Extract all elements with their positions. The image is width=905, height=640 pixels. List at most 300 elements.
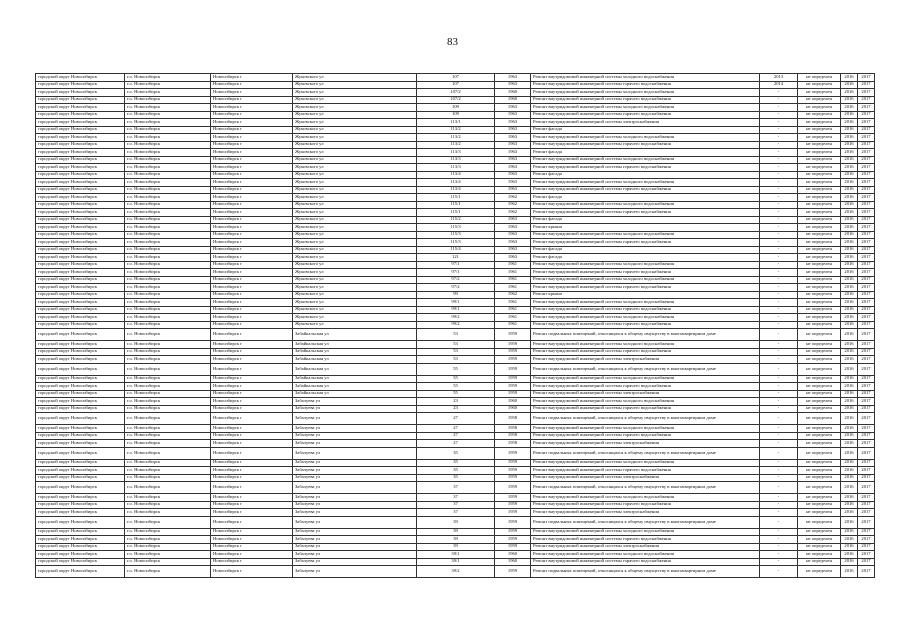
cost-cell: - xyxy=(760,383,798,391)
year-to-cell: 2017 xyxy=(858,239,875,247)
municipality-cell: городской округ Новосибирск xyxy=(36,482,125,494)
year-to-cell: 2017 xyxy=(858,440,875,448)
locality-cell: Новосибирск г xyxy=(211,482,293,494)
deadline-cell: не определен xyxy=(798,509,841,517)
year-from-cell: 2016 xyxy=(841,89,858,97)
locality-cell: Новосибирск г xyxy=(211,246,293,254)
deadline-cell: не определен xyxy=(798,194,841,202)
city-cell: г.о. Новосибирск xyxy=(125,474,211,482)
municipality-cell: городской округ Новосибирск xyxy=(36,551,125,559)
city-cell: г.о. Новосибирск xyxy=(125,179,211,187)
work-cell: Ремонт подвальных помещений, относящихся к общему имуществу в многоквартирном доме xyxy=(531,516,760,528)
year-from-cell: 2016 xyxy=(841,239,858,247)
city-cell: г.о. Новосибирск xyxy=(125,201,211,209)
work-cell: Ремонт внутридомовой инженерной системы холодного водоснабжения xyxy=(531,231,760,239)
year-cell: 1963 xyxy=(495,104,531,112)
year-from-cell: 2016 xyxy=(841,356,858,364)
house-cell: 99 xyxy=(417,291,495,299)
deadline-cell: не определен xyxy=(798,398,841,406)
cost-cell: - xyxy=(760,164,798,172)
cost-cell: - xyxy=(760,269,798,277)
year-from-cell: 2016 xyxy=(841,348,858,356)
cost-cell: - xyxy=(760,149,798,157)
street-cell: Жуковского ул xyxy=(293,224,417,232)
work-cell: Ремонт внутридомовой инженерной системы холодного водоснабжения xyxy=(531,74,760,82)
city-cell: г.о. Новосибирск xyxy=(125,356,211,364)
municipality-cell: городской округ Новосибирск xyxy=(36,509,125,517)
locality-cell: Новосибирск г xyxy=(211,459,293,467)
work-cell: Ремонт крыши xyxy=(531,224,760,232)
year-to-cell: 2017 xyxy=(858,299,875,307)
city-cell: г.о. Новосибирск xyxy=(125,164,211,172)
year-cell: 1959 xyxy=(495,341,531,349)
cost-cell: - xyxy=(760,405,798,413)
year-from-cell: 2016 xyxy=(841,467,858,475)
city-cell: г.о. Новосибирск xyxy=(125,284,211,292)
street-cell: Жуковского ул xyxy=(293,291,417,299)
city-cell: г.о. Новосибирск xyxy=(125,186,211,194)
street-cell: Забайкальская ул xyxy=(293,390,417,398)
street-cell: Жуковского ул xyxy=(293,246,417,254)
city-cell: г.о. Новосибирск xyxy=(125,390,211,398)
cost-cell: - xyxy=(760,363,798,375)
street-cell: Жуковского ул xyxy=(293,111,417,119)
locality-cell: Новосибирск г xyxy=(211,299,293,307)
table-row xyxy=(36,276,875,284)
street-cell: Забайкальская ул xyxy=(293,375,417,383)
house-cell: 39 xyxy=(417,543,495,551)
street-cell: Забалуева ул xyxy=(293,509,417,517)
year-to-cell: 2017 xyxy=(858,516,875,528)
year-cell: 1962 xyxy=(495,291,531,299)
street-cell: Жуковского ул xyxy=(293,284,417,292)
deadline-cell: не определен xyxy=(798,306,841,314)
year-from-cell: 2016 xyxy=(841,363,858,375)
city-cell: г.о. Новосибирск xyxy=(125,459,211,467)
municipality-cell: городской округ Новосибирск xyxy=(36,321,125,329)
year-from-cell: 2016 xyxy=(841,299,858,307)
municipality-cell: городской округ Новосибирск xyxy=(36,474,125,482)
year-from-cell: 2016 xyxy=(841,413,858,425)
cost-cell: - xyxy=(760,356,798,364)
city-cell: г.о. Новосибирск xyxy=(125,516,211,528)
street-cell: Забайкальская ул xyxy=(293,329,417,341)
year-cell: 1959 xyxy=(495,375,531,383)
municipality-cell: городской округ Новосибирск xyxy=(36,425,125,433)
city-cell: г.о. Новосибирск xyxy=(125,440,211,448)
table-row xyxy=(36,459,875,467)
table-row xyxy=(36,558,875,566)
municipality-cell: городской округ Новосибирск xyxy=(36,209,125,217)
year-to-cell: 2017 xyxy=(858,224,875,232)
street-cell: Забалуева ул xyxy=(293,432,417,440)
street-cell: Забалуева ул xyxy=(293,528,417,536)
work-cell: Ремонт внутридомовой инженерной системы горячего водоснабжения xyxy=(531,432,760,440)
house-cell: 39 xyxy=(417,516,495,528)
cost-cell: - xyxy=(760,201,798,209)
cost-cell: - xyxy=(760,509,798,517)
deadline-cell: не определен xyxy=(798,224,841,232)
deadline-cell: не определен xyxy=(798,104,841,112)
street-cell: Забайкальская ул xyxy=(293,383,417,391)
city-cell: г.о. Новосибирск xyxy=(125,375,211,383)
deadline-cell: не определен xyxy=(798,81,841,89)
street-cell: Жуковского ул xyxy=(293,306,417,314)
table-row xyxy=(36,156,875,164)
house-cell: 55 xyxy=(417,390,495,398)
table-row xyxy=(36,383,875,391)
street-cell: Жуковского ул xyxy=(293,126,417,134)
deadline-cell: не определен xyxy=(798,246,841,254)
locality-cell: Новосибирск г xyxy=(211,551,293,559)
street-cell: Забалуева ул xyxy=(293,467,417,475)
year-from-cell: 2016 xyxy=(841,494,858,502)
table-row xyxy=(36,566,875,578)
year-to-cell: 2017 xyxy=(858,348,875,356)
city-cell: г.о. Новосибирск xyxy=(125,509,211,517)
house-cell: 113/2 xyxy=(417,126,495,134)
cost-cell: - xyxy=(760,231,798,239)
year-from-cell: 2016 xyxy=(841,254,858,262)
city-cell: г.о. Новосибирск xyxy=(125,134,211,142)
street-cell: Жуковского ул xyxy=(293,149,417,157)
year-cell: 1959 xyxy=(495,348,531,356)
year-to-cell: 2017 xyxy=(858,314,875,322)
house-cell: 115/2 xyxy=(417,216,495,224)
deadline-cell: не определен xyxy=(798,96,841,104)
street-cell: Забалуева ул xyxy=(293,566,417,578)
city-cell: г.о. Новосибирск xyxy=(125,447,211,459)
deadline-cell: не определен xyxy=(798,291,841,299)
house-cell: 115/1 xyxy=(417,194,495,202)
municipality-cell: городской округ Новосибирск xyxy=(36,440,125,448)
table-row xyxy=(36,413,875,425)
year-cell: 1962 xyxy=(495,201,531,209)
locality-cell: Новосибирск г xyxy=(211,413,293,425)
house-cell: 115/1 xyxy=(417,209,495,217)
work-cell: Ремонт внутридомовой инженерной системы холодного водоснабжения xyxy=(531,528,760,536)
work-cell: Ремонт внутридомовой инженерной системы электроснабжения xyxy=(531,474,760,482)
locality-cell: Новосибирск г xyxy=(211,440,293,448)
deadline-cell: не определен xyxy=(798,341,841,349)
city-cell: г.о. Новосибирск xyxy=(125,81,211,89)
city-cell: г.о. Новосибирск xyxy=(125,224,211,232)
year-to-cell: 2017 xyxy=(858,566,875,578)
year-cell: 1963 xyxy=(495,81,531,89)
municipality-cell: городской округ Новосибирск xyxy=(36,356,125,364)
locality-cell: Новосибирск г xyxy=(211,447,293,459)
year-to-cell: 2017 xyxy=(858,306,875,314)
year-cell: 1960 xyxy=(495,89,531,97)
year-to-cell: 2017 xyxy=(858,329,875,341)
year-from-cell: 2016 xyxy=(841,96,858,104)
house-cell: 35 xyxy=(417,447,495,459)
cost-cell: - xyxy=(760,543,798,551)
year-from-cell: 2016 xyxy=(841,551,858,559)
house-cell: 113/3 xyxy=(417,164,495,172)
house-cell: 99/1 xyxy=(417,299,495,307)
table-row xyxy=(36,216,875,224)
locality-cell: Новосибирск г xyxy=(211,231,293,239)
deadline-cell: не определен xyxy=(798,74,841,82)
street-cell: Жуковского ул xyxy=(293,89,417,97)
work-cell: Ремонт внутридомовой инженерной системы электроснабжения xyxy=(531,543,760,551)
year-from-cell: 2016 xyxy=(841,398,858,406)
year-from-cell: 2016 xyxy=(841,141,858,149)
table-row xyxy=(36,306,875,314)
municipality-cell: городской округ Новосибирск xyxy=(36,398,125,406)
year-cell: 1959 xyxy=(495,356,531,364)
house-cell: 53 xyxy=(417,329,495,341)
year-from-cell: 2016 xyxy=(841,111,858,119)
cost-cell: 2014 xyxy=(760,81,798,89)
deadline-cell: не определен xyxy=(798,119,841,127)
municipality-cell: городской округ Новосибирск xyxy=(36,536,125,544)
table-row xyxy=(36,551,875,559)
year-cell: 1963 xyxy=(495,119,531,127)
house-cell: 113/4 xyxy=(417,171,495,179)
city-cell: г.о. Новосибирск xyxy=(125,291,211,299)
year-from-cell: 2016 xyxy=(841,269,858,277)
municipality-cell: городской округ Новосибирск xyxy=(36,194,125,202)
table-body xyxy=(36,74,875,578)
house-cell: 107/2 xyxy=(417,89,495,97)
year-to-cell: 2017 xyxy=(858,551,875,559)
year-cell: 1963 xyxy=(495,141,531,149)
year-cell: 1961 xyxy=(495,276,531,284)
cost-cell: - xyxy=(760,96,798,104)
table-row xyxy=(36,363,875,375)
work-cell: Ремонт внутридомовой инженерной системы холодного водоснабжения xyxy=(531,89,760,97)
street-cell: Забалуева ул xyxy=(293,447,417,459)
city-cell: г.о. Новосибирск xyxy=(125,231,211,239)
year-to-cell: 2017 xyxy=(858,363,875,375)
cost-cell: - xyxy=(760,239,798,247)
deadline-cell: не определен xyxy=(798,186,841,194)
deadline-cell: не определен xyxy=(798,156,841,164)
work-cell: Ремонт внутридомовой инженерной системы холодного водоснабжения xyxy=(531,375,760,383)
house-cell: 27 xyxy=(417,425,495,433)
work-cell: Ремонт крыши xyxy=(531,291,760,299)
locality-cell: Новосибирск г xyxy=(211,89,293,97)
street-cell: Забалуева ул xyxy=(293,543,417,551)
year-cell: 1963 xyxy=(495,156,531,164)
year-cell: 1959 xyxy=(495,390,531,398)
year-from-cell: 2016 xyxy=(841,284,858,292)
year-from-cell: 2016 xyxy=(841,224,858,232)
table-row xyxy=(36,291,875,299)
municipality-cell: городской округ Новосибирск xyxy=(36,467,125,475)
cost-cell: - xyxy=(760,398,798,406)
locality-cell: Новосибирск г xyxy=(211,329,293,341)
table-row xyxy=(36,284,875,292)
city-cell: г.о. Новосибирск xyxy=(125,398,211,406)
year-to-cell: 2017 xyxy=(858,467,875,475)
city-cell: г.о. Новосибирск xyxy=(125,209,211,217)
year-from-cell: 2016 xyxy=(841,329,858,341)
street-cell: Жуковского ул xyxy=(293,171,417,179)
city-cell: г.о. Новосибирск xyxy=(125,299,211,307)
table-row xyxy=(36,425,875,433)
house-cell: 109 xyxy=(417,111,495,119)
house-cell: 107/2 xyxy=(417,96,495,104)
cost-cell: - xyxy=(760,126,798,134)
year-cell: 1959 xyxy=(495,383,531,391)
year-from-cell: 2016 xyxy=(841,459,858,467)
work-cell: Ремонт внутридомовой инженерной системы холодного водоснабжения xyxy=(531,398,760,406)
municipality-cell: городской округ Новосибирск xyxy=(36,566,125,578)
cost-cell: - xyxy=(760,291,798,299)
city-cell: г.о. Новосибирск xyxy=(125,149,211,157)
work-cell: Ремонт фасада xyxy=(531,194,760,202)
table-row xyxy=(36,467,875,475)
municipality-cell: городской округ Новосибирск xyxy=(36,383,125,391)
year-to-cell: 2017 xyxy=(858,341,875,349)
locality-cell: Новосибирск г xyxy=(211,149,293,157)
city-cell: г.о. Новосибирск xyxy=(125,246,211,254)
locality-cell: Новосибирск г xyxy=(211,284,293,292)
city-cell: г.о. Новосибирск xyxy=(125,306,211,314)
municipality-cell: городской округ Новосибирск xyxy=(36,171,125,179)
municipality-cell: городской округ Новосибирск xyxy=(36,348,125,356)
house-cell: 37 xyxy=(417,494,495,502)
work-cell: Ремонт внутридомовой инженерной системы электроснабжения xyxy=(531,390,760,398)
table-row xyxy=(36,171,875,179)
cost-cell: - xyxy=(760,494,798,502)
work-cell: Ремонт внутридомовой инженерной системы горячего водоснабжения xyxy=(531,536,760,544)
work-cell: Ремонт подвальных помещений, относящихся к общему имуществу в многоквартирном доме xyxy=(531,413,760,425)
year-from-cell: 2016 xyxy=(841,291,858,299)
year-from-cell: 2016 xyxy=(841,209,858,217)
locality-cell: Новосибирск г xyxy=(211,111,293,119)
house-cell: 99/1 xyxy=(417,306,495,314)
house-cell: 23 xyxy=(417,398,495,406)
locality-cell: Новосибирск г xyxy=(211,536,293,544)
cost-cell: - xyxy=(760,209,798,217)
work-cell: Ремонт внутридомовой инженерной системы горячего водоснабжения xyxy=(531,348,760,356)
year-to-cell: 2017 xyxy=(858,494,875,502)
table-row xyxy=(36,314,875,322)
deadline-cell: не определен xyxy=(798,536,841,544)
year-from-cell: 2016 xyxy=(841,276,858,284)
page-number: 83 xyxy=(447,36,458,48)
table-row xyxy=(36,186,875,194)
year-to-cell: 2017 xyxy=(858,276,875,284)
house-cell: 97/1 xyxy=(417,261,495,269)
year-from-cell: 2016 xyxy=(841,432,858,440)
city-cell: г.о. Новосибирск xyxy=(125,119,211,127)
work-cell: Ремонт внутридомовой инженерной системы холодного водоснабжения xyxy=(531,134,760,142)
street-cell: Жуковского ул xyxy=(293,104,417,112)
year-from-cell: 2016 xyxy=(841,246,858,254)
year-from-cell: 2016 xyxy=(841,306,858,314)
cost-cell: - xyxy=(760,261,798,269)
deadline-cell: не определен xyxy=(798,111,841,119)
table-row xyxy=(36,149,875,157)
city-cell: г.о. Новосибирск xyxy=(125,194,211,202)
year-to-cell: 2017 xyxy=(858,482,875,494)
house-cell: 39 xyxy=(417,536,495,544)
work-cell: Ремонт внутридомовой инженерной системы холодного водоснабжения xyxy=(531,494,760,502)
city-cell: г.о. Новосибирск xyxy=(125,405,211,413)
cost-cell: - xyxy=(760,194,798,202)
deadline-cell: не определен xyxy=(798,179,841,187)
year-from-cell: 2016 xyxy=(841,501,858,509)
street-cell: Забалуева ул xyxy=(293,558,417,566)
deadline-cell: не определен xyxy=(798,447,841,459)
locality-cell: Новосибирск г xyxy=(211,201,293,209)
year-to-cell: 2017 xyxy=(858,356,875,364)
city-cell: г.о. Новосибирск xyxy=(125,329,211,341)
locality-cell: Новосибирск г xyxy=(211,179,293,187)
year-from-cell: 2016 xyxy=(841,216,858,224)
house-cell: 55 xyxy=(417,375,495,383)
street-cell: Жуковского ул xyxy=(293,321,417,329)
year-from-cell: 2016 xyxy=(841,104,858,112)
work-cell: Ремонт внутридомовой инженерной системы холодного водоснабжения xyxy=(531,179,760,187)
work-cell: Ремонт внутридомовой инженерной системы горячего водоснабжения xyxy=(531,501,760,509)
locality-cell: Новосибирск г xyxy=(211,390,293,398)
deadline-cell: не определен xyxy=(798,269,841,277)
locality-cell: Новосибирск г xyxy=(211,543,293,551)
year-cell: 1963 xyxy=(495,224,531,232)
city-cell: г.о. Новосибирск xyxy=(125,261,211,269)
municipality-cell: городской округ Новосибирск xyxy=(36,254,125,262)
year-to-cell: 2017 xyxy=(858,501,875,509)
locality-cell: Новосибирск г xyxy=(211,398,293,406)
work-cell: Ремонт внутридомовой инженерной системы горячего водоснабжения xyxy=(531,284,760,292)
table-row xyxy=(36,482,875,494)
street-cell: Забалуева ул xyxy=(293,551,417,559)
house-cell: 39/2 xyxy=(417,566,495,578)
cost-cell: - xyxy=(760,413,798,425)
street-cell: Жуковского ул xyxy=(293,314,417,322)
house-cell: 107 xyxy=(417,74,495,82)
street-cell: Забалуева ул xyxy=(293,536,417,544)
year-to-cell: 2017 xyxy=(858,231,875,239)
year-to-cell: 2017 xyxy=(858,156,875,164)
work-cell: Ремонт подвальных помещений, относящихся к общему имуществу в многоквартирном доме xyxy=(531,447,760,459)
year-cell: 1961 xyxy=(495,261,531,269)
table-row xyxy=(36,398,875,406)
deadline-cell: не определен xyxy=(798,501,841,509)
street-cell: Забалуева ул xyxy=(293,459,417,467)
work-cell: Ремонт внутридомовой инженерной системы холодного водоснабжения xyxy=(531,425,760,433)
city-cell: г.о. Новосибирск xyxy=(125,348,211,356)
cost-cell: - xyxy=(760,501,798,509)
deadline-cell: не определен xyxy=(798,261,841,269)
house-cell: 37 xyxy=(417,501,495,509)
year-cell: 1963 xyxy=(495,134,531,142)
city-cell: г.о. Новосибирск xyxy=(125,126,211,134)
municipality-cell: городской округ Новосибирск xyxy=(36,501,125,509)
house-cell: 27 xyxy=(417,413,495,425)
house-cell: 113/4 xyxy=(417,186,495,194)
locality-cell: Новосибирск г xyxy=(211,209,293,217)
table-row xyxy=(36,119,875,127)
year-cell: 1959 xyxy=(495,482,531,494)
work-cell: Ремонт внутридомовой инженерной системы электроснабжения xyxy=(531,509,760,517)
deadline-cell: не определен xyxy=(798,348,841,356)
work-cell: Ремонт внутридомовой инженерной системы горячего водоснабжения xyxy=(531,383,760,391)
house-cell: 35 xyxy=(417,459,495,467)
deadline-cell: не определен xyxy=(798,566,841,578)
cost-cell: - xyxy=(760,306,798,314)
house-cell: 39/1 xyxy=(417,551,495,559)
table-row xyxy=(36,432,875,440)
year-to-cell: 2017 xyxy=(858,405,875,413)
locality-cell: Новосибирск г xyxy=(211,558,293,566)
